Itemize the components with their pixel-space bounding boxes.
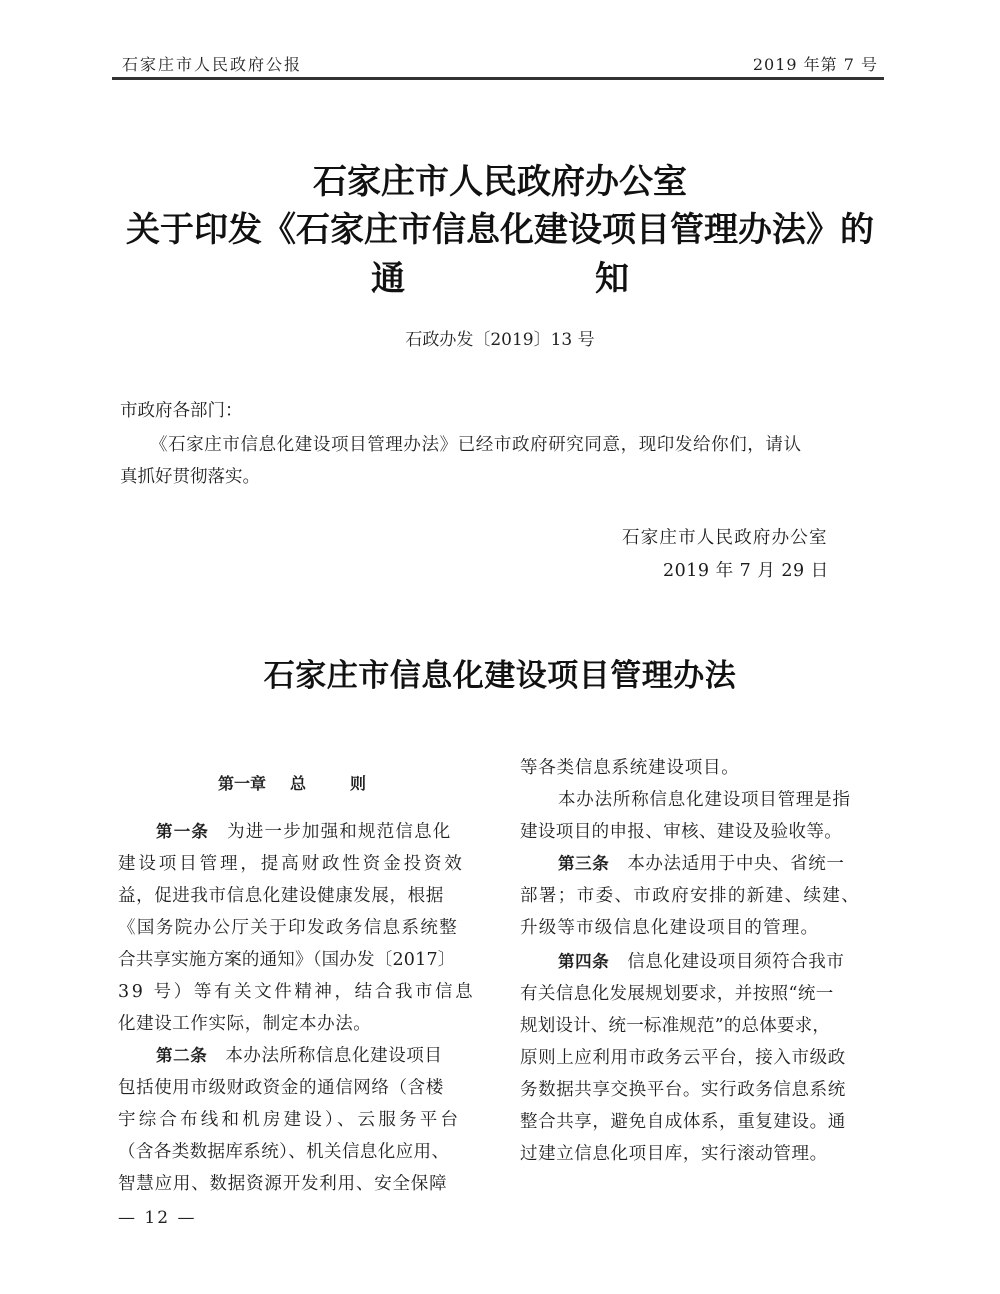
article-4-label: 第四条 bbox=[558, 952, 610, 971]
signature-organization: 石家庄市人民政府办公室 bbox=[622, 528, 828, 548]
article-text: 信息化建设项目须符合我市 bbox=[627, 952, 845, 972]
notice-title-line-1: 石家庄市人民政府办公室 bbox=[313, 162, 687, 202]
notice-body-line: 真抓好贯彻落实。 bbox=[120, 467, 260, 487]
article-4-line: 有关信息化发展规划要求，并按照“统一 bbox=[520, 984, 834, 1004]
article-2-line: 智慧应用、数据资源开发利用、安全保障 bbox=[118, 1174, 448, 1194]
measures-title: 石家庄市信息化建设项目管理办法 bbox=[263, 658, 737, 694]
chapter-title-char: 总 bbox=[290, 774, 307, 793]
notice-title-char-a: 通 bbox=[371, 259, 405, 299]
chapter-heading bbox=[218, 768, 366, 800]
article-text: 为进一步加强和规范信息化 bbox=[227, 822, 452, 842]
running-header bbox=[118, 50, 882, 76]
signature-date: 2019 年 7 月 29 日 bbox=[663, 561, 829, 581]
chapter-title-char: 则 bbox=[350, 774, 367, 793]
article-2-line: 宇综合布线和机房建设）、云服务平台 bbox=[118, 1110, 462, 1130]
publication-name: 石家庄市人民政府公报 bbox=[122, 55, 303, 74]
article-2-para-2-line: 建设项目的申报、审核、建设及验收等。 bbox=[520, 822, 843, 842]
article-1-line: 化建设工作实际，制定本办法。 bbox=[118, 1014, 372, 1034]
article-3-label: 第三条 bbox=[558, 854, 610, 873]
salutation: 市政府各部门： bbox=[120, 401, 243, 421]
article-3-line bbox=[520, 848, 845, 880]
article-2-para-2-line: 本办法所称信息化建设项目管理是指 bbox=[558, 790, 851, 810]
article-1-line bbox=[118, 816, 452, 848]
article-1-line: 益，促进我市信息化建设健康发展，根据 bbox=[118, 886, 444, 906]
notice-title-line-3 bbox=[100, 255, 900, 303]
article-2-line bbox=[118, 1040, 443, 1072]
article-1-label: 第一条 bbox=[156, 822, 210, 841]
issue-number: 2019 年第 7 号 bbox=[752, 55, 878, 74]
article-4-line: 务数据共享交换平台。实行政务信息系统 bbox=[520, 1080, 846, 1100]
article-4-line: 规划设计、统一标准规范”的总体要求， bbox=[520, 1016, 831, 1036]
article-1-line: 合共享实施方案的通知》（国办发〔2017〕 bbox=[118, 950, 456, 970]
article-4-line: 原则上应利用市政务云平台，接入市级政 bbox=[520, 1048, 846, 1068]
article-4-line: 过建立信息化项目库，实行滚动管理。 bbox=[520, 1144, 828, 1164]
header-divider bbox=[112, 77, 884, 80]
article-text: 本办法适用于中央、省统一 bbox=[627, 854, 845, 874]
article-2-label: 第二条 bbox=[156, 1046, 208, 1065]
chapter-number: 第一章 bbox=[218, 774, 267, 793]
article-1-line: 建设项目管理，提高财政性资金投资效 bbox=[118, 854, 465, 874]
article-2-line: （含各类数据库系统）、机关信息化应用、 bbox=[118, 1142, 450, 1162]
article-3-line: 部署；市委、市政府安排的新建、续建、 bbox=[520, 886, 861, 906]
page-number: — 12 — bbox=[118, 1208, 197, 1228]
document-number: 石政办发〔2019〕13 号 bbox=[405, 330, 595, 350]
notice-body-line: 《石家庄市信息化建设项目管理办法》已经市政府研究同意，现印发给你们，请认 bbox=[150, 435, 802, 455]
article-2-line: 包括使用市级财政资金的通信网络（含楼 bbox=[118, 1078, 444, 1098]
notice-title-line-2: 关于印发《石家庄市信息化建设项目管理办法》的 bbox=[126, 210, 874, 250]
article-1-line: 39 号）等有关文件精神，结合我市信息 bbox=[118, 982, 476, 1002]
notice-title-char-b: 知 bbox=[595, 259, 629, 299]
article-3-line: 升级等市级信息化建设项目的管理。 bbox=[520, 918, 820, 938]
article-text: 本办法所称信息化建设项目 bbox=[225, 1046, 443, 1066]
article-4-line: 整合共享，避免自成体系，重复建设。通 bbox=[520, 1112, 846, 1132]
article-4-line bbox=[520, 946, 845, 978]
article-2-continuation: 等各类信息系统建设项目。 bbox=[520, 758, 740, 778]
article-1-line: 《国务院办公厅关于印发政务信息系统整 bbox=[118, 918, 459, 938]
